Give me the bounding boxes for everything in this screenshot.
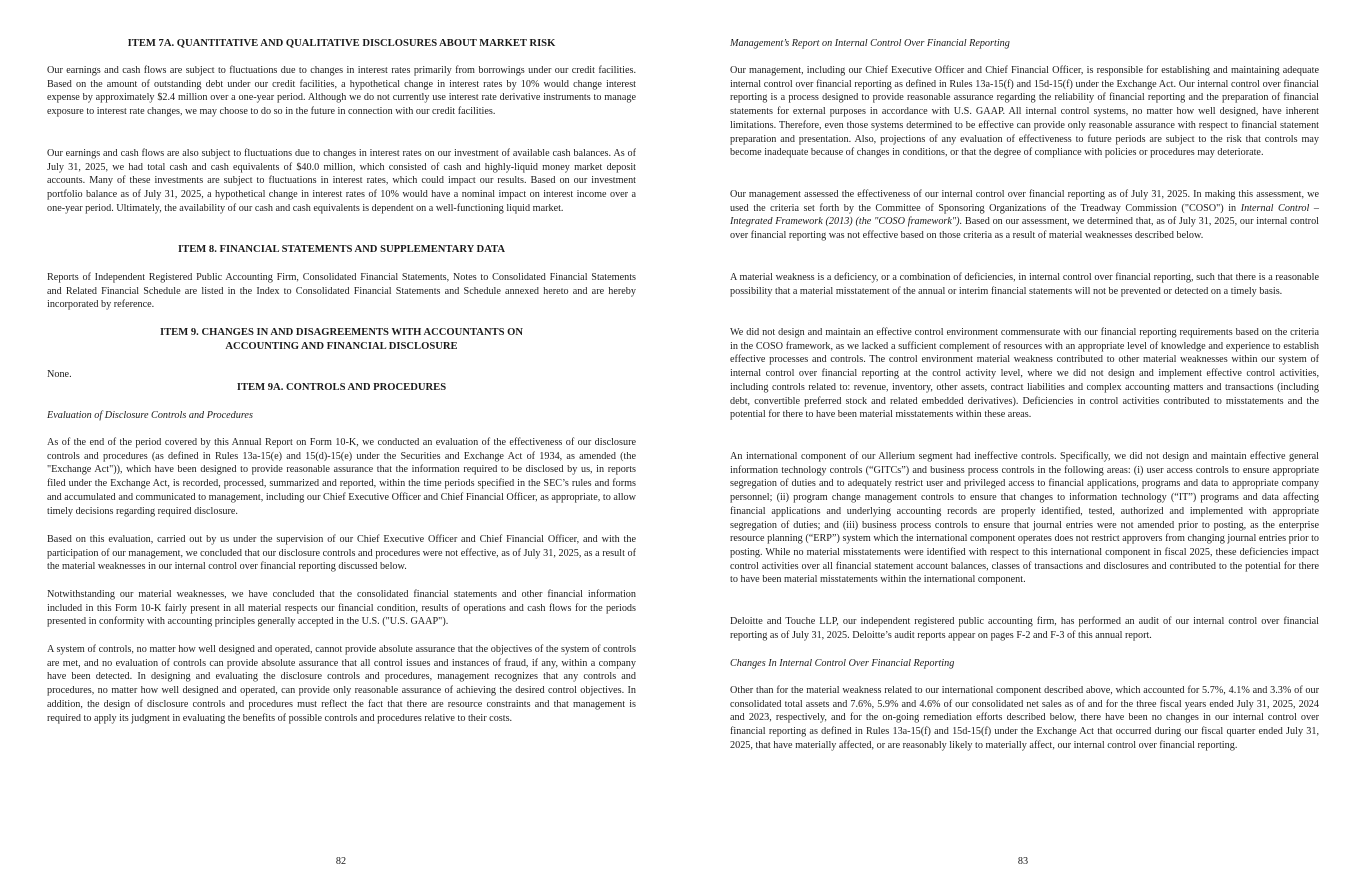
item7a-paragraph-1: Our earnings and cash flows are subject to fluctuations due to changes in interest rates primarily from borrowings under our credit facilities. Based on the amount of outstanding debt under our credit facilities, a hypothetical change in interest rates by 10% would change interest expense by approximately $2.4 million over a one-year period. Although we do not currently use interest rate derivative instruments to manage exposure to interest rate changes, we may choose to do so in the future in connection with our credit facilities.	[47, 65, 636, 118]
management-paragraph-4: We did not design and maintain an effective control environment commensurate with our financial reporting requirements based on the criteria in the COSO framework, as we lacked a sufficient complement of resources with an appropriate level of knowledge and experience to establish effective processes and controls. The control environment material weakness contributed to other material weaknesses within our system of internal control over financial reporting at the control activity level, where we did not design and implement effective control activities, including controls related to: revenue, inventory, other assets, contract liabilities and complex accounting matters and transactions (including debt, convertible preferred stock and related embedded derivatives). Deficiencies in control activities contributed to misstatements and the potential for there to have been material misstatements within these areas.	[730, 327, 1319, 421]
page-left	[47, 0, 636, 889]
item9-text: None.	[47, 369, 72, 380]
item8-paragraph: Reports of Independent Registered Public Accounting Firm, Consolidated Financial Statements, Notes to Consolidated Financial Statements and Related Financial Schedule are listed in the Index to Consolidated Financial Statements and Schedule annexed hereto and are hereby incorporated by reference.	[47, 272, 636, 311]
page-number-right: 83	[1017, 856, 1029, 867]
management-report-subheading: Management’s Report on Internal Control Over Financial Reporting	[730, 38, 1010, 49]
page-right	[730, 0, 1319, 889]
evaluation-paragraph-1: As of the end of the period covered by this Annual Report on Form 10-K, we conducted an evaluation of the effectiveness of our disclosure controls and procedures (as defined in Rules 13a-15(e) and 15(d)-15(e) under the Securities and Exchange Act of 1934, as amended (the "Exchange Act")), which have been designed to provide reasonable assurance that the information required to be disclosed by us, in reports filed under the Exchange Act, is recorded, processed, summarized and reported, within the time periods specified in the SEC’s rules and forms and accumulated and communicated to management, including our Chief Executive Officer and Chief Financial Officer, as appropriate, to allow timely decisions regarding required disclosure.	[47, 437, 636, 517]
management-paragraph-3: A material weakness is a deficiency, or a combination of deficiencies, in internal control over financial reporting, such that there is a reasonable possibility that a material misstatement of the annual or interim financial statements will not be prevented or detected on a timely basis.	[730, 272, 1319, 297]
item7a-heading: ITEM 7A. QUANTITATIVE AND QUALITATIVE DISCLOSURES ABOUT MARKET RISK	[127, 38, 556, 49]
item9a-heading: ITEM 9A. CONTROLS AND PROCEDURES	[236, 382, 447, 393]
management-paragraph-2	[730, 188, 1319, 243]
management-paragraph-1: Our management, including our Chief Executive Officer and Chief Financial Officer, is responsible for establishing and maintaining adequate internal control over financial reporting as defined in Rules 13a-15(f) and 15d-15(f) under the Exchange Act. Our internal control over financial reporting is a process designed to provide reasonable assurance regarding the reliability of financial reporting and the preparation of financial statements for external purposes in accordance with U.S. GAAP. All internal control systems, no matter how well designed, have inherent limitations. Therefore, even those systems determined to be effective can provide only reasonable assurance with respect to financial statement preparation and presentation. Also, projections of any evaluation of effectiveness to future periods are subject to the risk that controls may become inadequate because of changes in conditions, or that the degree of compliance with policies or procedures may deteriorate.	[730, 65, 1319, 159]
page-number-left: 82	[335, 856, 347, 867]
management-paragraph-5: An international component of our Allerium segment had ineffective controls. Specifically, we did not design and maintain effective general information technology controls (“GITCs”) and business process controls in the following areas: (i) user access controls to ensure appropriate segregation of duties and to adequately restrict user and privileged access to financial applications, programs and data to appropriate company personnel; (ii) program change management controls to ensure that changes to information technology (“IT”) programs and data affecting financial applications and underlying accounting records are properly identified, tested, authorized and implemented with appropriate segregation of duties; and (iii) business process controls to ensure that journal entries were not amended prior to posting, as the enterprise resource planning (“ERP”) system which the international component operates does not restrict approvers from changing journal entries prior to posting. While no material misstatements were identified with respect to this international component in fiscal 2025, these deficiencies impact control activities over all financial statement account balances, classes of transactions and disclosures and contributed to the potential for there to have been material misstatements within the international component.	[730, 451, 1319, 586]
management-paragraph-2-text-b: Based on our assessment, we determined that, as of July 31, 2025, our internal control over financial reporting was not effective based on those criteria as a result of material weaknesses described below.	[730, 216, 1320, 242]
item9-heading-line-2: ACCOUNTING AND FINANCIAL DISCLOSURE	[225, 341, 458, 352]
item9-heading-line-1: ITEM 9. CHANGES IN AND DISAGREEMENTS WITH ACCOUNTANTS ON	[159, 327, 524, 338]
changes-paragraph: Other than for the material weakness related to our international component described above, which accounted for 5.7%, 4.1% and 3.3% of our consolidated total assets and 7.6%, 5.9% and 4.6% of our consolidated net sales as of and for the three fiscal years ended July 31, 2025, 2024 and 2023, respectively, and for the on-going remediation efforts described below, there have been no changes in our internal control over financial reporting as defined in Rules 13a-15(f) and 15d-15(f) under the Exchange Act that occurred during our fiscal quarter ended July 31, 2025, that have materially affected, or are reasonably likely to materially affect, our internal control over financial reporting.	[730, 685, 1319, 751]
changes-subheading: Changes In Internal Control Over Financial Reporting	[730, 658, 955, 669]
management-paragraph-2-text-a: Our management assessed the effectiveness of our internal control over financial reporting as of July 31, 2025. In making this assessment, we used the criteria set forth by the Committee of Sponsoring Organizations of the Treadway Commission ("COSO") in	[730, 189, 1319, 214]
item8-heading: ITEM 8. FINANCIAL STATEMENTS AND SUPPLEMENTARY DATA	[178, 244, 505, 255]
evaluation-paragraph-4: A system of controls, no matter how well designed and operated, cannot provide absolute assurance that the objectives of the system of controls are met, and no evaluation of controls can provide absolute assurance that all control issues and instances of fraud, if any, within a company have been detected. In designing and evaluating the disclosure controls and procedures, management recognizes that any controls and procedures, no matter how well designed and operated, can provide only reasonable assurance of achieving the desired control objectives. In addition, the design of disclosure controls and procedures must reflect the fact that there are resource constraints and that management is required to apply its judgment in evaluating the benefits of possible controls and procedures relative to their costs.	[47, 644, 636, 724]
evaluation-paragraph-2: Based on this evaluation, carried out by us under the supervision of our Chief Executive Officer and Chief Financial Officer, and with the participation of our management, we concluded that our disclosure controls and procedures were not effective, as of July 31, 2025, as a result of the material weaknesses in our internal control over financial reporting discussed below.	[47, 534, 636, 573]
management-paragraph-6: Deloitte and Touche LLP, our independent registered public accounting firm, has performed an audit of our internal control over financial reporting as of July 31, 2025. Deloitte’s audit reports appear on pages F-2 and F-3 of this annual report.	[730, 616, 1319, 641]
coso-framework-title: Internal Control – Integrated Framework (2013) (the "COSO framework").	[730, 202, 1319, 228]
evaluation-paragraph-3: Notwithstanding our material weaknesses, we have concluded that the consolidated financial statements and other financial information included in this Form 10-K fairly present in all material respects our financial condition, results of operations and cash flows for the periods presented in conformity with accounting principles generally accepted in the U.S. ("U.S. GAAP").	[47, 589, 636, 628]
evaluation-subheading: Evaluation of Disclosure Controls and Procedures	[47, 410, 253, 421]
item7a-paragraph-2: Our earnings and cash flows are also subject to fluctuations due to changes in interest rates on our investment of available cash balances. As of July 31, 2025, we had total cash and cash equivalents of $40.0 million, which consisted of cash and highly-liquid money market deposit accounts. Many of these investments are subject to fluctuations in interest rates, which could impact our results. Based on our investment portfolio balance as of July 31, 2025, a hypothetical change in interest rates of 10% would have a nominal impact on interest income over a one-year period. Ultimately, the availability of our cash and cash equivalents is dependent on a well-functioning liquid market.	[47, 148, 636, 214]
